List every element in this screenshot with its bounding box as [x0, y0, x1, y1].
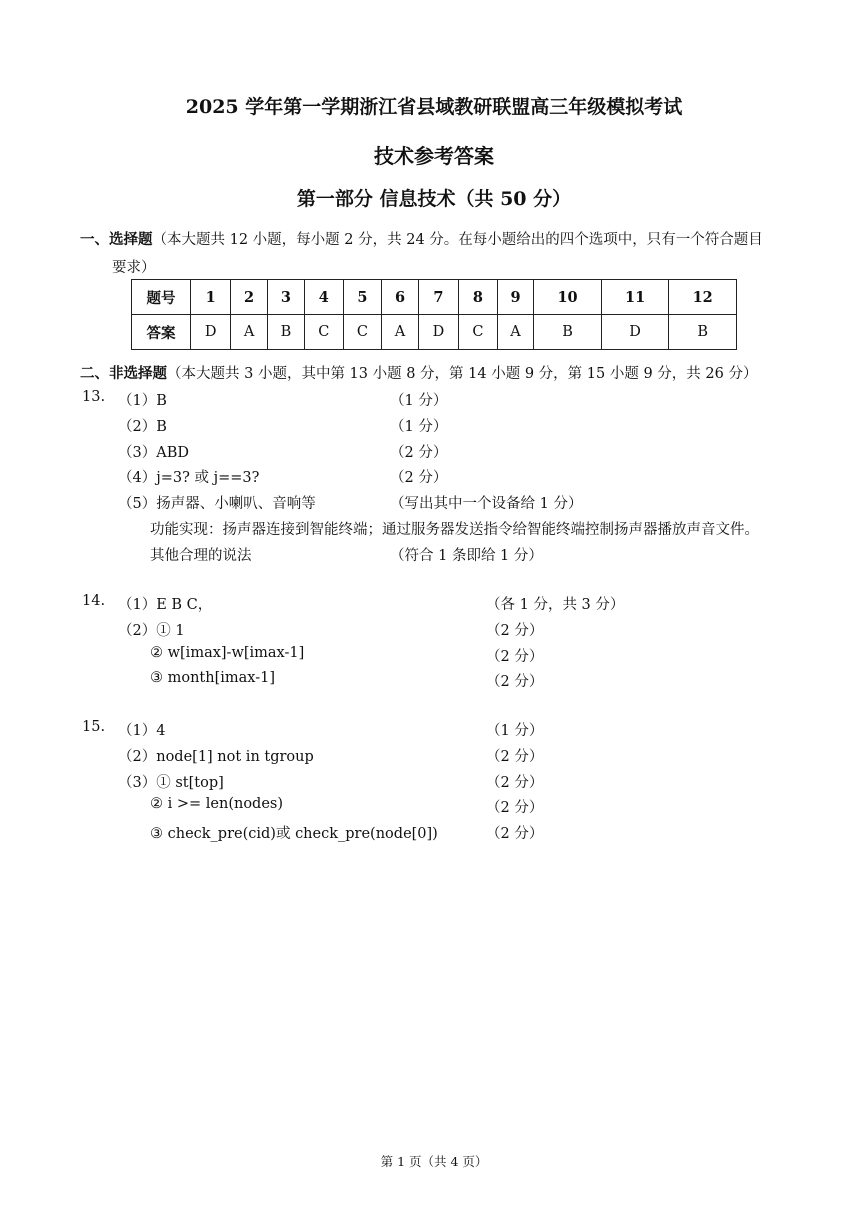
- q13-answer-5: （5）扬声器、小喇叭、音响等: [118, 496, 316, 512]
- q14-answer-3: ② w[imax]-w[imax-1]: [150, 645, 305, 661]
- q14-answer-2: （2）① 1: [118, 623, 185, 639]
- q15-answer-4: ② i >= len(nodes): [150, 796, 284, 812]
- q13-answer-2: （2）B: [118, 419, 167, 435]
- section1-label: 一、选择题: [80, 231, 153, 248]
- section2-label: 二、非选择题: [80, 365, 167, 382]
- answer-cell: D: [191, 315, 231, 350]
- q15-score-3: （2 分）: [486, 775, 544, 791]
- page-footer: 第 1 页（共 4 页）: [380, 1154, 488, 1169]
- q14-answer-1: （1）E B C，: [118, 597, 213, 613]
- question-number: 5: [343, 280, 382, 315]
- answer-subtitle: 技术参考答案: [374, 144, 494, 168]
- question-number: 2: [231, 280, 268, 315]
- q13-score-5: （写出其中一个设备给 1 分）: [390, 496, 583, 512]
- q14-number: 14.: [82, 593, 106, 609]
- question-number: 1: [191, 280, 231, 315]
- answer-table-question-row: [132, 280, 737, 315]
- question-number: 11: [601, 280, 669, 315]
- q13-score-4: （2 分）: [390, 470, 448, 486]
- answer-cell: C: [343, 315, 382, 350]
- answer-cell: A: [231, 315, 268, 350]
- question-number: 7: [418, 280, 458, 315]
- question-number: 10: [534, 280, 602, 315]
- q14-answer-4: ③ month[imax-1]: [150, 670, 275, 686]
- q13-other-score: （符合 1 条即给 1 分）: [390, 548, 543, 564]
- q13-score-3: （2 分）: [390, 445, 448, 461]
- answer-table-answer-row: [132, 315, 737, 350]
- q15-number: 15.: [82, 719, 106, 735]
- q13-score-1: （1 分）: [390, 393, 448, 409]
- q13-number: 13.: [82, 389, 106, 405]
- q13-answer-1: （1）B: [118, 393, 167, 409]
- question-number: 12: [669, 280, 737, 315]
- answer-table: [131, 279, 737, 350]
- question-row-label: 题号: [132, 280, 191, 315]
- answer-cell: A: [497, 315, 534, 350]
- q15-score-1: （1 分）: [486, 723, 544, 739]
- answer-cell: B: [534, 315, 602, 350]
- q15-answer-1: （1）4: [118, 723, 166, 739]
- q15-score-4: （2 分）: [486, 800, 544, 816]
- answer-cell: C: [305, 315, 344, 350]
- section1-heading: [80, 228, 763, 249]
- part-title: 第一部分 信息技术（共 50 分）: [296, 188, 572, 210]
- q15-answer-2: （2）node[1] not in tgroup: [118, 749, 314, 765]
- question-number: 3: [267, 280, 304, 315]
- q14-score-3: （2 分）: [486, 649, 544, 665]
- q13-answer-3: （3）ABD: [118, 445, 189, 461]
- q14-score-2: （2 分）: [486, 623, 544, 639]
- answer-row-label: 答案: [132, 315, 191, 350]
- question-number: 8: [459, 280, 498, 315]
- q13-score-2: （1 分）: [390, 419, 448, 435]
- answer-cell: D: [601, 315, 669, 350]
- question-number: 4: [305, 280, 344, 315]
- q13-answer-4: （4）j=3? 或 j==3?: [118, 470, 260, 486]
- q14-score-1: （各 1 分，共 3 分）: [486, 597, 625, 613]
- q15-answer-3: （3）① st[top]: [118, 775, 224, 791]
- q14-score-4: （2 分）: [486, 674, 544, 690]
- section1-desc-cont: 要求）: [112, 260, 156, 276]
- section1-desc: （本大题共 12 小题，每小题 2 分，共 24 分。在每小题给出的四个选项中，只有一个符合题目: [152, 232, 763, 248]
- q13-other-text: 其他合理的说法: [150, 548, 252, 564]
- answer-cell: A: [382, 315, 419, 350]
- answer-cell: D: [418, 315, 458, 350]
- question-number: 9: [497, 280, 534, 315]
- q13-function-line: 功能实现：扬声器连接到智能终端；通过服务器发送指令给智能终端控制扬声器播放声音文件。: [150, 522, 759, 538]
- question-number: 6: [382, 280, 419, 315]
- exam-title: 2025 学年第一学期浙江省县域教研联盟高三年级模拟考试: [185, 96, 683, 118]
- section2-desc: （本大题共 3 小题，其中第 13 小题 8 分，第 14 小题 9 分，第 15 小题 9 分，共 26 分）: [167, 366, 758, 382]
- q15-answer-5: ③ check_pre(cid)或 check_pre(node[0]): [150, 826, 438, 842]
- q15-score-5: （2 分）: [486, 826, 544, 842]
- section2-heading: [80, 362, 757, 383]
- answer-cell: B: [669, 315, 737, 350]
- q15-score-2: （2 分）: [486, 749, 544, 765]
- answer-cell: C: [459, 315, 498, 350]
- answer-cell: B: [267, 315, 304, 350]
